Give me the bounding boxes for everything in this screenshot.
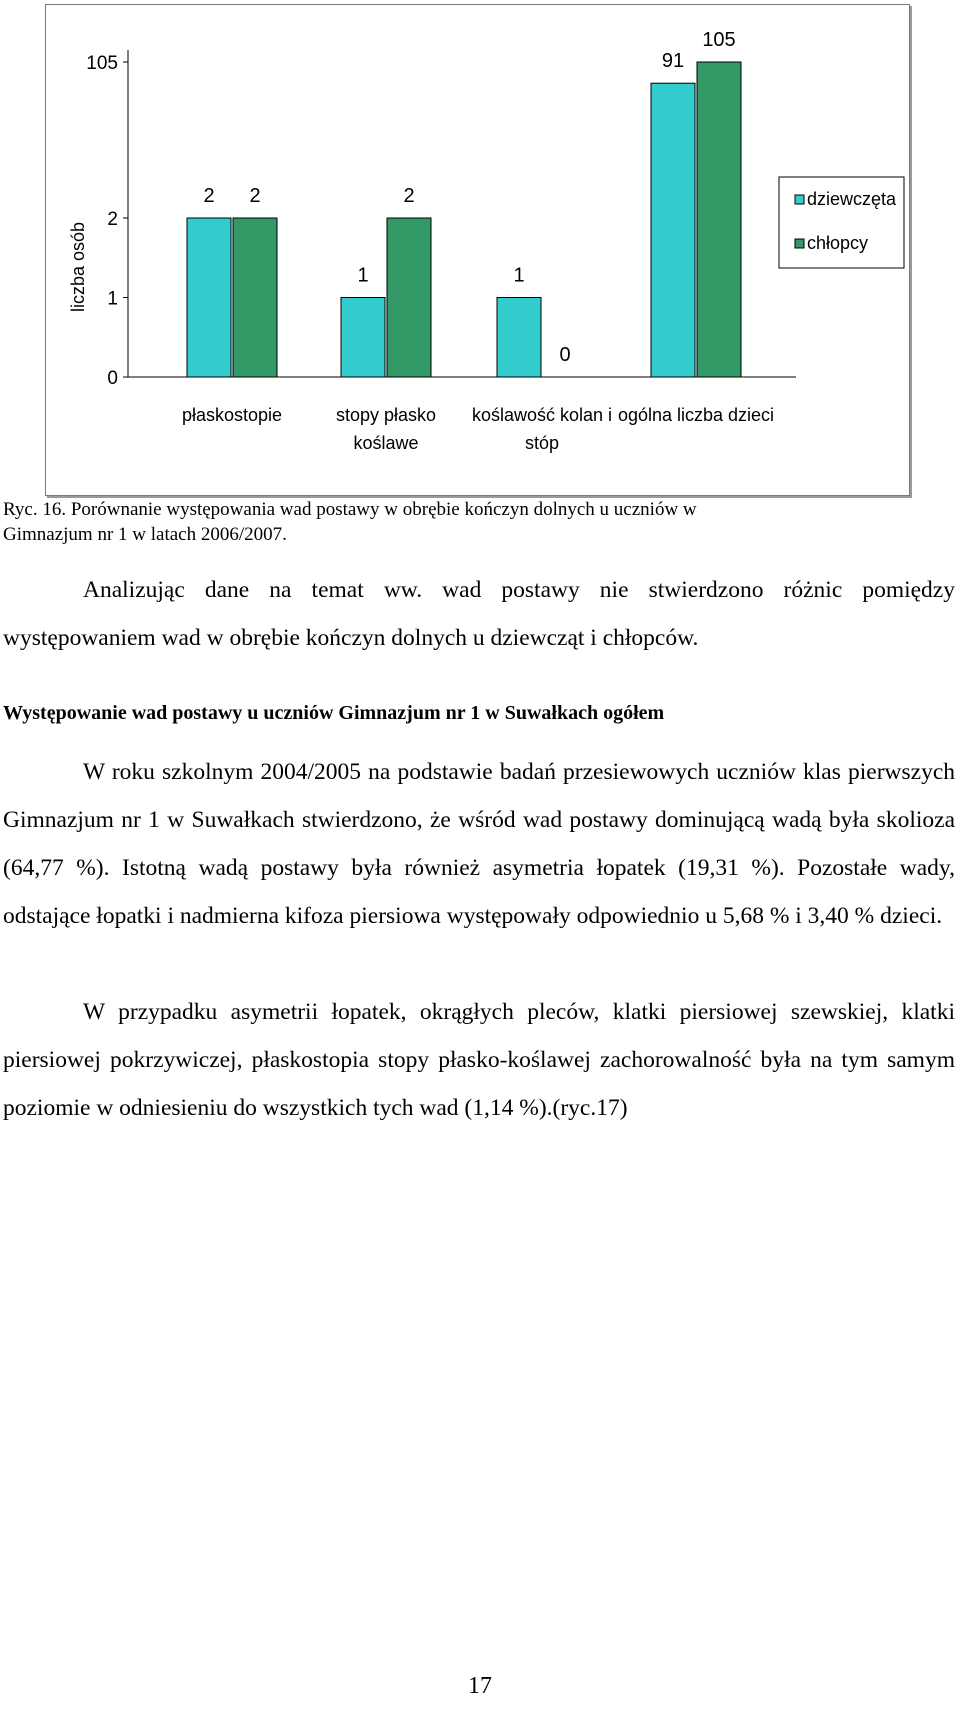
bar-chart bbox=[46, 5, 909, 495]
data-label: 2 bbox=[203, 185, 215, 207]
data-label: 105 bbox=[702, 29, 736, 51]
page-number: 17 bbox=[468, 1673, 492, 1699]
caption-line-2: Gimnazjum nr 1 w latach 2006/2007. bbox=[3, 524, 287, 545]
bar-girls bbox=[187, 218, 231, 377]
bar-girls bbox=[497, 298, 541, 378]
section-heading: Występowanie wad postawy u uczniów Gimnazjum nr 1 w Suwałkach ogółem bbox=[3, 702, 665, 724]
data-label: 1 bbox=[513, 264, 525, 287]
legend-label: dziewczęta bbox=[807, 189, 897, 209]
category-label: płaskostopie bbox=[181, 405, 283, 425]
bar-boys bbox=[697, 62, 741, 377]
legend-swatch bbox=[795, 195, 804, 204]
category-label: stopy płasko bbox=[335, 405, 437, 425]
data-label: 2 bbox=[249, 185, 261, 207]
y-tick-label: 2 bbox=[107, 209, 118, 230]
y-tick-label: 105 bbox=[86, 53, 118, 74]
data-label: 2 bbox=[403, 185, 415, 207]
paragraph-asymmetry: W przypadku asymetrii łopatek, okrągłych pleców, klatki piersiowej szewskiej, klatki piersiowej pokrzywiczej, płaskostopia stopy płasko-koślawej zachorowalność była na tym samym poziomie w odniesieniu do wszystkich tych wad (1,14 %).(ryc.17) bbox=[3, 999, 955, 1121]
figure-caption bbox=[3, 497, 943, 547]
data-label: 1 bbox=[357, 264, 369, 287]
category-label: stóp bbox=[524, 433, 560, 453]
y-tick-label: 0 bbox=[107, 368, 118, 389]
bar-boys bbox=[233, 218, 277, 377]
category-label: koślawość kolan i bbox=[471, 405, 613, 425]
paragraph-2004-2005: W roku szkolnym 2004/2005 na podstawie badań przesiewowych uczniów klas pierwszych Gimnazjum nr 1 w Suwałkach stwierdzono, że wśród wad postawy dominującą wadą była skolioza (64,77 %). Istotną wadą postawy była również asymetria łopatek (19,31 %). Pozostałe wady, odstające łopatki i nadmierna kifoza piersiowa występowały odpowiednio u 5,68 % i 3,40 % dzieci. bbox=[3, 759, 955, 929]
chart-frame bbox=[45, 4, 910, 496]
paragraph-analysis: Analizując dane na temat ww. wad postawy nie stwierdzono różnic pomiędzy występowaniem wad w obrębie kończyn dolnych u dziewcząt i chłopców. bbox=[3, 577, 955, 651]
bar-boys bbox=[387, 218, 431, 377]
bar-girls bbox=[651, 83, 695, 377]
data-label: 91 bbox=[661, 50, 685, 73]
y-tick-label: 1 bbox=[107, 288, 118, 310]
category-label: koślawe bbox=[353, 433, 419, 453]
legend-swatch bbox=[795, 239, 804, 248]
y-axis-title: liczba osób bbox=[68, 221, 88, 313]
category-label: ogólna liczba dzieci bbox=[617, 405, 775, 425]
bar-girls bbox=[341, 298, 385, 378]
caption-line-1: Ryc. 16. Porównanie występowania wad postawy w obrębie kończyn dolnych u uczniów w bbox=[3, 499, 697, 520]
data-label: 0 bbox=[559, 344, 571, 366]
legend-label: chłopcy bbox=[807, 233, 869, 253]
